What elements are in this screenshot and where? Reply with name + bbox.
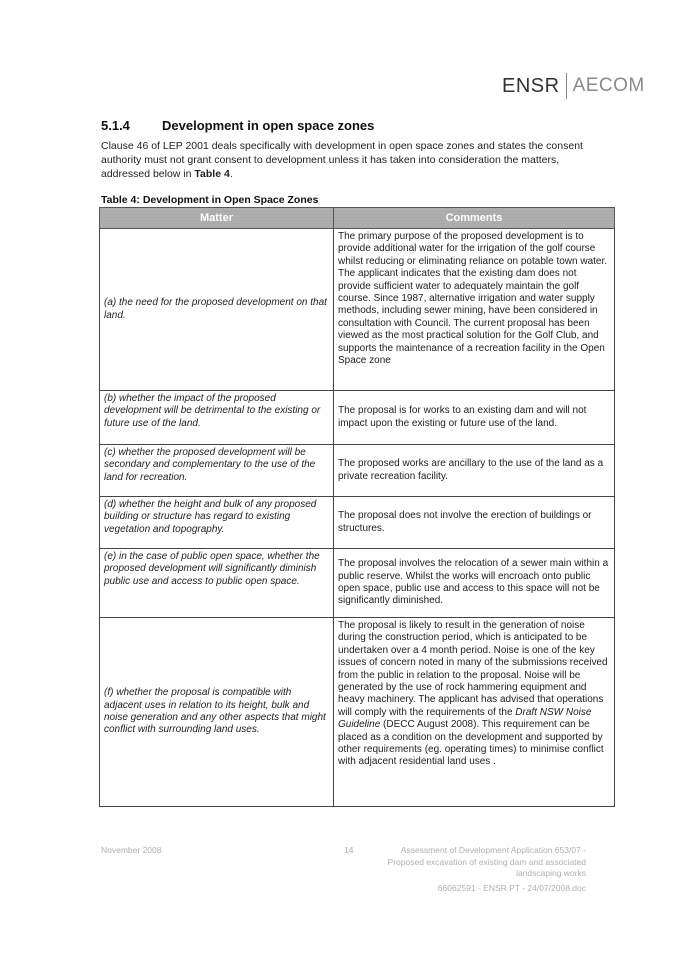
matter-cell [100,618,334,807]
matter-cell [100,391,334,445]
table-row [100,391,615,445]
footer-file-ref: 66062591 - ENSR PT - 24/07/2008.doc [437,882,586,893]
comment-cell [334,229,615,391]
logo-ensr: ENSR [502,74,560,97]
intro-text: Clause 46 of LEP 2001 deals specifically with development in open space zones and states the consent authority must not grant consent to development unless it has taken into consideration the matters, addressed below in [101,140,583,180]
header-matter: Matter [100,208,334,229]
table-row [100,497,615,549]
matter-text: (a) the need for the proposed development on that land. [104,297,327,321]
footer-title-line: landscaping works [516,868,586,878]
comment-text: The proposed works are ancillary to the use of the land as a private recreation facility. [338,458,604,482]
open-space-table [99,207,615,807]
intro-end: . [229,168,233,180]
comment-cell [334,391,615,445]
logo-aecom: AECOM [572,75,645,96]
matter-cell [100,497,334,549]
table-row [100,618,615,807]
guideline-title: Draft NSW Noise Guideline [338,706,592,731]
comment-text: The proposal is for works to an existing dam and will not impact upon the existing or future use of the land. [338,405,587,429]
footer-title-line: Proposed excavation of existing dam and associated [387,856,586,867]
matter-cell [100,229,334,391]
comment-text: The proposal does not involve the erection of buildings or structures. [338,510,592,534]
section-number: 5.1.4 [101,118,130,133]
table-row [100,445,615,497]
comment-cell [334,497,615,549]
logo-divider [566,73,567,99]
footer-date: November 2008 [101,845,162,855]
comment-cell [334,618,615,807]
comment-text: The primary purpose of the proposed development is to provide additional water for the irrigation of the golf course whilst reducing or eliminating reliance on potable town water. The applicant indicates that the existing dam does not provide sufficient water to adequately maintain the golf course. Since 1987, alternative irrigation and water supply methods, including sewer mining, have been considered in consultation with Council. The current proposal has been viewed as the most practical solution for the Golf Club, and supports the maintenance of a recreation facility in the Open Space zone [338,231,608,367]
comment-cell [334,549,615,618]
table-row [100,549,615,618]
table-caption: Table 4: Development in Open Space Zones [101,194,319,206]
intro-paragraph [101,139,611,181]
table-reference: Table 4 [194,168,230,180]
comment-text-part: The proposal is likely to result in the generation of noise during the construction period, which is anticipated to be undertaken over a 4 month period. Noise is one of the key issues of concern noted in many of the submissions received from the public in relation to the proposal. Noise will be generated by the use of rock hammering equipment and heavy machinery. The applicant has advised that operations will comply with the requirements of the [338,620,608,718]
footer-page-number: 14 [344,845,354,855]
section-heading [101,118,374,133]
matter-cell [100,549,334,618]
section-title: Development in open space zones [162,118,375,133]
company-logo [502,73,645,99]
matter-text: (e) in the case of public open space, whether the proposed development will significantly diminish public use and access to public open space. [104,551,320,587]
matter-text: (d) whether the height and bulk of any proposed building or structure has regard to existing vegetation and topography. [104,499,317,535]
table-row [100,229,615,391]
table-header-row [100,208,615,229]
matter-cell [100,445,334,497]
header-comments: Comments [334,208,615,229]
matter-text: (b) whether the impact of the proposed development will be detrimental to the existing or future use of the land. [104,393,321,429]
comment-cell [334,445,615,497]
comment-text: The proposal involves the relocation of a sewer main within a public reserve. Whilst the works will encroach onto public open space, public use and access to this space will not be significantly diminished. [338,558,609,607]
footer-title-line: Assessment of Development Application 653/07 - [400,845,586,855]
matter-text: (f) whether the proposal is compatible with adjacent uses in relation to its height, bulk and noise generation and any other aspects that might conflict with surrounding land uses. [104,687,326,736]
comment-text-part: (DECC August 2008). This requirement can be placed as a condition on the development and supported by other requirements (eg. operating times) to minimise conflict with adjacent residential land uses . [338,719,604,768]
matter-text: (c) whether the proposed development will be secondary and complementary to the use of the land for recreation. [104,447,316,483]
footer-document-title [360,845,586,894]
